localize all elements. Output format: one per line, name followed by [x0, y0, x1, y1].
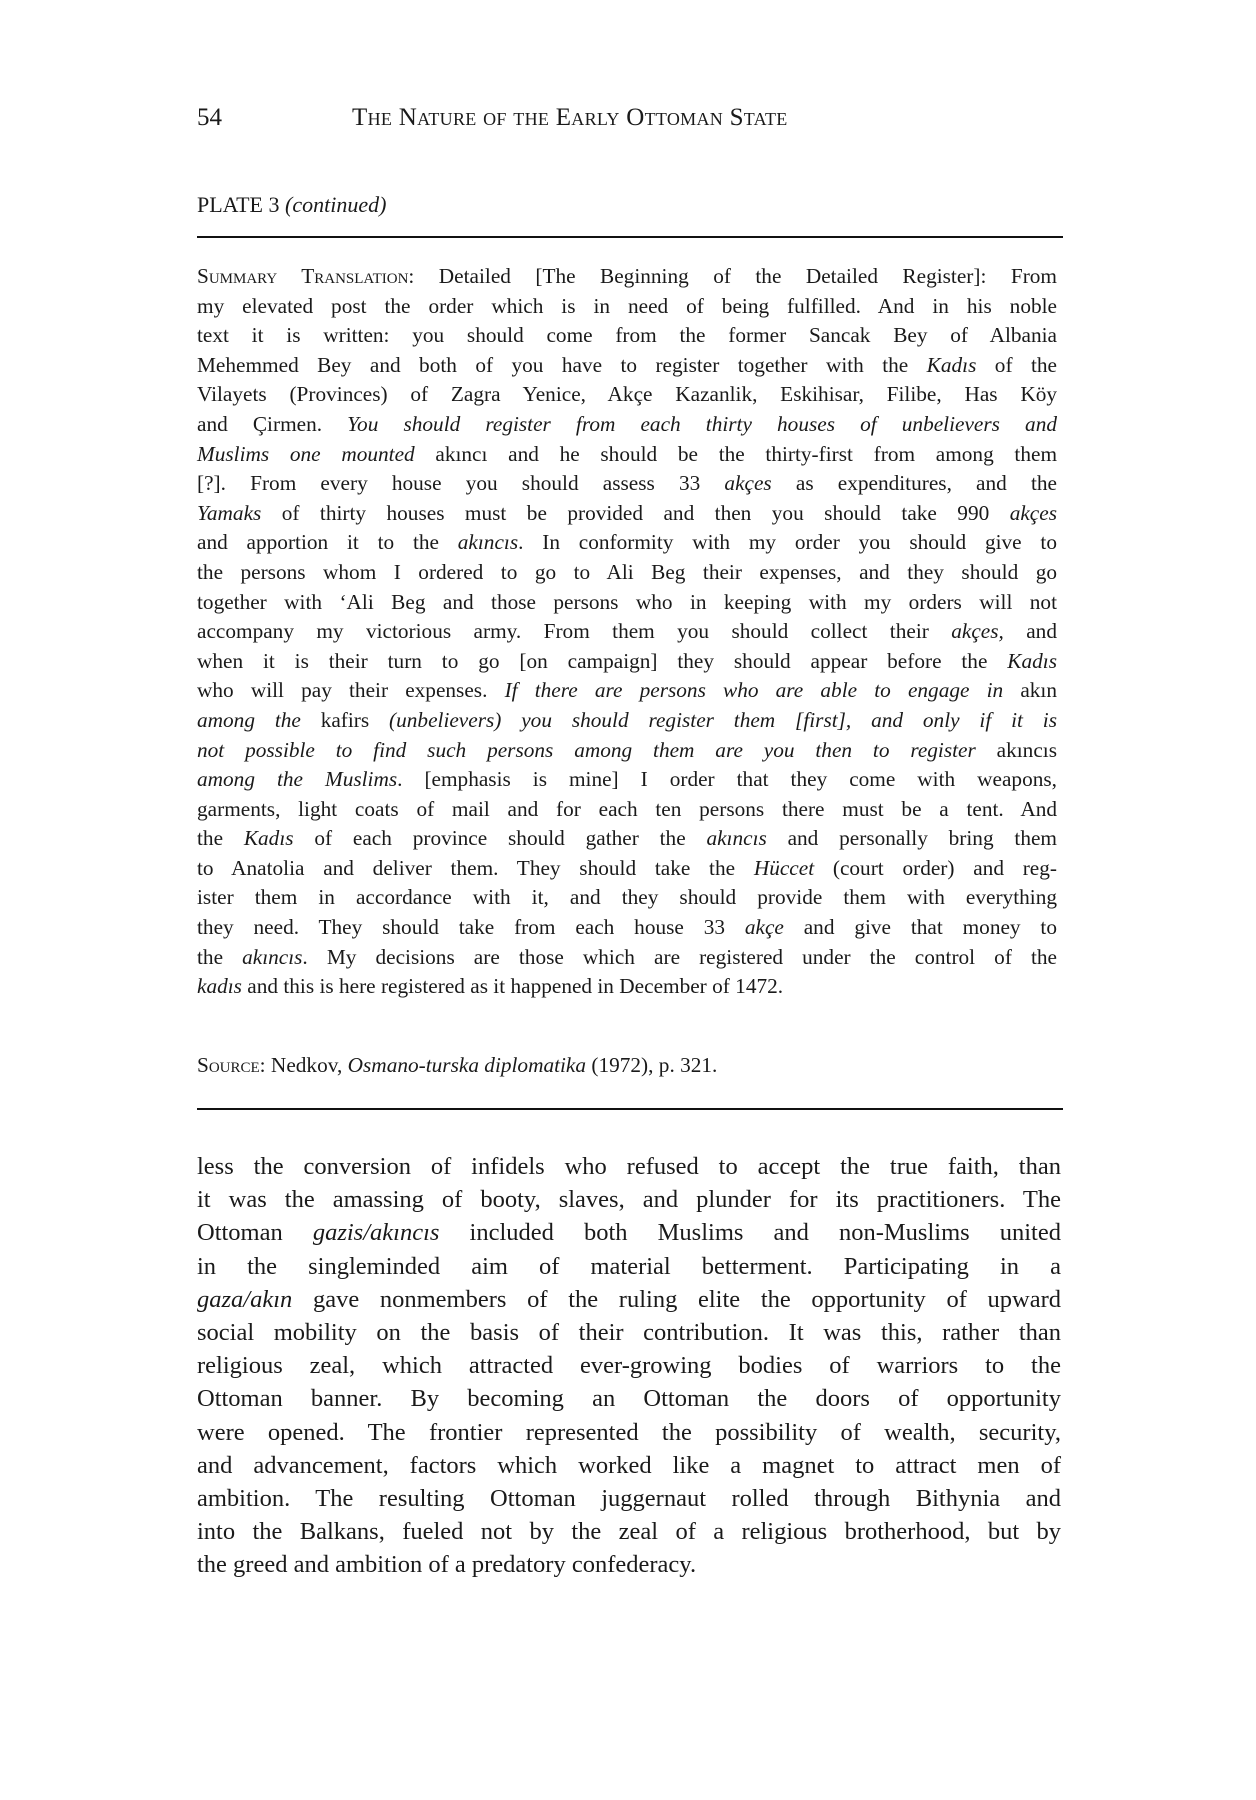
summary-line: [197, 380, 1057, 410]
text-segment: of thirty houses must be provided and then you should take 990: [261, 500, 1010, 525]
text-segment: together with ‘Ali Beg and those persons who in keeping with my orders will not: [197, 589, 1057, 614]
text-segment: who will pay their expenses.: [197, 678, 505, 703]
text-segment: Ottoman: [197, 1219, 313, 1247]
small-caps-label: Summary Translation:: [197, 264, 415, 288]
italic-text: You should register from each thirty houses of unbelievers and: [347, 411, 1057, 436]
italic-text: Hüccet: [753, 855, 815, 880]
text-segment: Vilayets (Provinces) of Zagra Yenice, Akçe Kazanlik, Eskihisar, Filibe, Has Köy: [197, 382, 1057, 407]
italic-text: akçes: [1009, 500, 1057, 525]
italic-text: akıncıs: [242, 944, 303, 969]
italic-text: (unbelievers) you should register them [first], and only if it is: [389, 707, 1057, 732]
text-segment: the persons whom I ordered to go to Ali Beg their expenses, and they should go: [197, 559, 1057, 584]
text-segment: and: [1003, 619, 1057, 644]
italic-text: Yamaks: [197, 500, 262, 525]
text-segment: as expenditures, and the: [771, 471, 1057, 496]
text-segment: Detailed [The Beginning of the Detailed Register]: From: [414, 264, 1057, 288]
source-details: (1972), p. 321.: [586, 1053, 718, 1077]
italic-text: among the: [197, 707, 301, 732]
text-segment: and give that money to: [783, 915, 1057, 940]
summary-line: [197, 440, 1057, 470]
summary-line: [197, 262, 1057, 292]
summary-line: [197, 854, 1057, 884]
italic-text: Muslims one mounted: [197, 441, 415, 466]
italic-text: Kadıs: [1007, 648, 1057, 673]
body-line: [197, 1449, 1061, 1482]
source-author: Nedkov,: [265, 1053, 348, 1077]
italic-text: kadıs: [197, 974, 242, 999]
text-segment: . My decisions are those which are registered under the control of the: [302, 944, 1057, 969]
text-segment: less the conversion of infidels who refused to accept the true faith, than: [197, 1153, 1061, 1180]
summary-line: [197, 351, 1057, 381]
summary-line: [197, 824, 1057, 854]
summary-line: [197, 469, 1057, 499]
summary-translation: [197, 262, 1057, 1002]
text-segment: Mehemmed Bey and both of you have to register together with the: [197, 352, 927, 377]
text-segment: akıncıs: [975, 737, 1057, 762]
summary-line: [197, 706, 1057, 736]
plate-number: PLATE 3: [197, 192, 285, 217]
summary-line: [197, 558, 1057, 588]
text-segment: . [emphasis is mine] I order that they come with weapons,: [397, 767, 1057, 792]
summary-line: [197, 321, 1057, 351]
italic-text: among the Muslims: [197, 767, 398, 792]
text-segment: when it is their turn to go [on campaign] they should appear before the: [197, 648, 1008, 673]
body-line: [197, 1316, 1061, 1349]
text-segment: to Anatolia and deliver them. They should take the: [197, 855, 754, 880]
running-title: The Nature of the Early Ottoman State: [352, 104, 788, 131]
summary-line: [197, 883, 1057, 913]
source-label: Source:: [197, 1053, 266, 1077]
text-segment: (court order) and reg-: [814, 855, 1057, 880]
italic-text: not possible to find such persons among them are you then to register: [197, 737, 976, 762]
source-citation: [197, 1053, 717, 1078]
body-line: [197, 1482, 1061, 1515]
text-segment: they need. They should take from each house 33: [197, 915, 745, 940]
text-segment: . In conformity with my order you should give to: [518, 530, 1057, 555]
text-segment: the: [197, 944, 243, 969]
summary-line: [197, 410, 1057, 440]
body-line: [197, 1416, 1061, 1449]
body-line: [197, 1150, 1061, 1183]
italic-text: akıncıs: [457, 530, 519, 555]
bottom-rule: [197, 1108, 1063, 1110]
summary-line: [197, 765, 1057, 795]
body-paragraph: [197, 1150, 1061, 1581]
text-segment: text it is written: you should come from the former Sancak Bey of Albania: [197, 323, 1057, 348]
text-segment: social mobility on the basis of their contribution. It was this, rather than: [197, 1318, 1061, 1346]
text-segment: and personally bring them: [766, 826, 1057, 851]
summary-line: [197, 588, 1057, 618]
text-segment: accompany my victorious army. From them you should collect their: [197, 619, 952, 644]
plate-continued: (continued): [285, 192, 387, 217]
italic-text: gaza/akın: [197, 1285, 293, 1313]
body-line: [197, 1216, 1061, 1249]
italic-text: akıncıs: [706, 826, 767, 851]
text-segment: akın: [1003, 678, 1057, 703]
italic-text: akçes: [724, 471, 772, 496]
page-number: 54: [197, 104, 222, 131]
text-segment: the: [197, 826, 244, 851]
source-title: Osmano-turska diplomatika: [347, 1053, 587, 1077]
summary-line: [197, 499, 1057, 529]
text-segment: into the Balkans, fueled not by the zeal of a religious brotherhood, but by: [197, 1518, 1061, 1546]
summary-line: [197, 528, 1057, 558]
summary-line: [197, 676, 1057, 706]
text-segment: were opened. The frontier represented the possibility of wealth, security,: [197, 1418, 1061, 1446]
summary-line: [197, 617, 1057, 647]
text-segment: ambition. The resulting Ottoman juggernaut rolled through Bithynia and: [197, 1484, 1061, 1512]
summary-line: [197, 736, 1057, 766]
text-segment: and this is here registered as it happened in December of 1472.: [241, 974, 784, 999]
summary-line: [197, 647, 1057, 677]
italic-text: If there are persons who are able to engage in: [504, 678, 1004, 703]
text-segment: akıncı and he should be the thirty-first from among them: [414, 441, 1058, 466]
italic-text: Kadıs: [926, 352, 977, 377]
text-segment: gave nonmembers of the ruling elite the opportunity of upward: [292, 1285, 1061, 1313]
text-segment: [?]. From every house you should assess 33: [197, 471, 725, 496]
text-segment: ister them in accordance with it, and they should provide them with everything: [197, 885, 1057, 910]
italic-text: akçe: [744, 915, 784, 940]
text-segment: in the singleminded aim of material betterment. Participating in a: [197, 1252, 1061, 1280]
summary-line: [197, 913, 1057, 943]
body-line: [197, 1548, 1061, 1581]
body-line: [197, 1283, 1061, 1316]
running-header: [197, 104, 957, 140]
text-segment: included both Muslims and non-Muslims united: [439, 1219, 1061, 1247]
text-segment: garments, light coats of mail and for each ten persons there must be a tent. And: [197, 796, 1057, 821]
body-line: [197, 1183, 1061, 1216]
body-line: [197, 1250, 1061, 1283]
summary-line: [197, 292, 1057, 322]
text-segment: the greed and ambition of a predatory confederacy.: [197, 1551, 697, 1579]
text-segment: Ottoman banner. By becoming an Ottoman the doors of opportunity: [197, 1385, 1061, 1413]
body-line: [197, 1515, 1061, 1548]
text-segment: and Çirmen.: [197, 411, 348, 436]
text-segment: of the: [976, 352, 1057, 377]
italic-text: Kadıs: [243, 826, 294, 851]
italic-text: akçes,: [951, 619, 1004, 644]
text-segment: my elevated post the order which is in need of being fulfilled. And in his noble: [197, 293, 1057, 318]
text-segment: kafirs: [300, 707, 390, 732]
body-line: [197, 1382, 1061, 1415]
text-segment: it was the amassing of booty, slaves, and plunder for its practitioners. The: [197, 1186, 1061, 1214]
summary-line: [197, 795, 1057, 825]
text-segment: and apportion it to the: [197, 530, 458, 555]
text-segment: religious zeal, which attracted ever-growing bodies of warriors to the: [197, 1352, 1061, 1380]
summary-line: [197, 972, 1057, 1002]
text-segment: of each province should gather the: [293, 826, 707, 851]
top-rule: [197, 236, 1063, 238]
body-line: [197, 1349, 1061, 1382]
italic-text: gazis/akıncıs: [312, 1219, 440, 1247]
text-segment: and advancement, factors which worked like a magnet to attract men of: [197, 1451, 1061, 1479]
plate-label: [197, 192, 386, 218]
summary-line: [197, 943, 1057, 973]
